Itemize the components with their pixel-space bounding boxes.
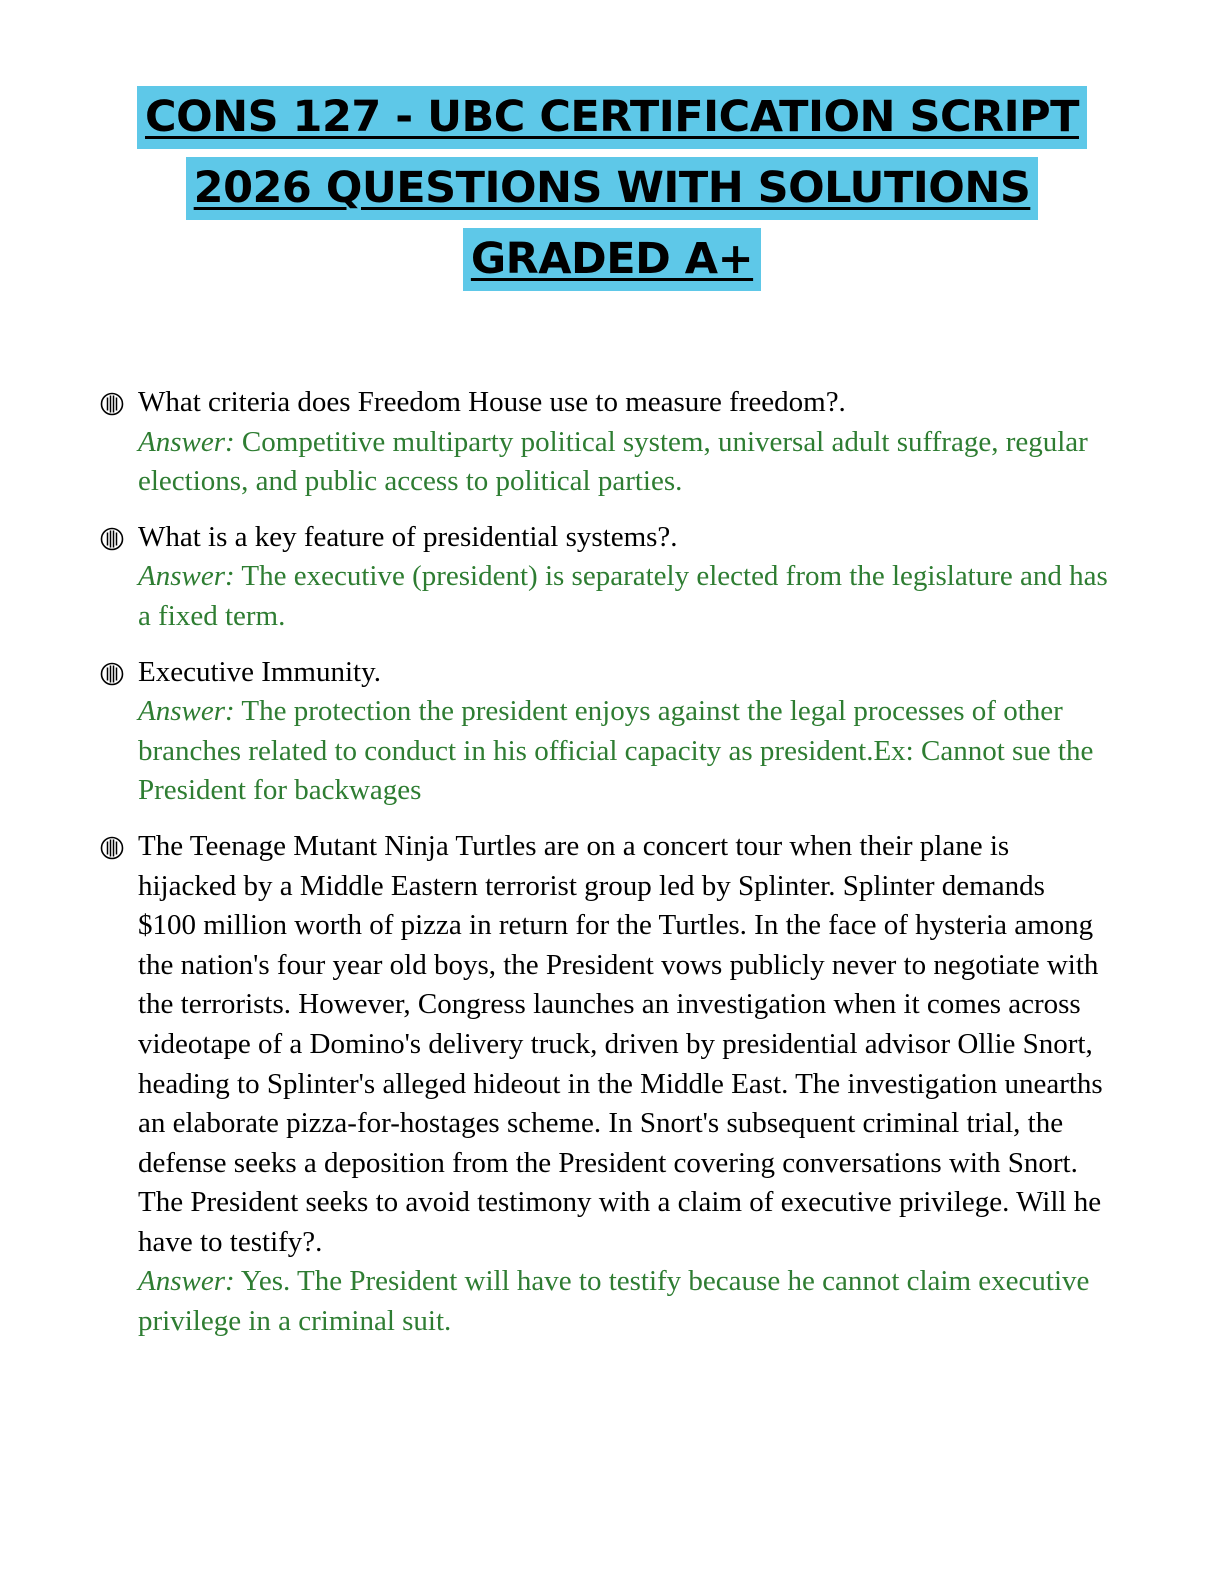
circled-vertical-bars-icon [100,662,124,686]
answer-text [138,423,1110,502]
qa-list [100,383,1110,1358]
answer-text [138,557,1110,636]
question-text: The Teenage Mutant Ninja Turtles are on a concert tour when their plane is hijacked by a Middle Eastern terrorist group led by Splinter. Splinter demands $100 million worth of pizza in return for the Turtles. In the face of hysteria among the nation's four year old boys, the President vows publicly never to negotiate with the terrorists. However, Congress launches an investigation when it comes across videotape of a Domino's delivery truck, driven by presidential advisor Ollie Snort, heading to Splinter's alleged hideout in the Middle East. The investigation unearths an elaborate pizza-for-hostages scheme. In Snort's subsequent criminal trial, the defense seeks a deposition from the President covering conversations with Snort. The President seeks to avoid testimony with a claim of executive privilege. Will he have to testify?. [138,829,1103,1258]
answer-body: Competitive multiparty political system, universal adult suffrage, regular elections, and public access to political parties. [138,425,1088,498]
answer-label: Answer: [138,1265,235,1298]
circled-vertical-bars-icon [100,392,124,416]
answer-body: The protection the president enjoys against the legal processes of other branches related to conduct in his official capacity as president.Ex: Cannot sue the President for backwages [138,695,1094,807]
question-text: Executive Immunity. [138,655,381,688]
qa-item [100,653,1110,811]
qa-item [100,518,1110,637]
answer-label: Answer: [138,560,235,593]
qa-item [100,383,1110,502]
circled-vertical-bars-icon [100,836,124,860]
answer-body: The executive (president) is separately elected from the legislature and has a fixed term. [138,560,1108,632]
answer-text [138,1262,1110,1341]
answer-label: Answer: [138,695,235,728]
answer-label: Answer: [138,425,235,458]
document-title [0,86,1224,299]
question-text: What criteria does Freedom House use to measure freedom?. [138,386,846,418]
title-line-3: GRADED A+ [0,228,1224,291]
answer-text [138,692,1110,811]
title-line-1: CONS 127 - UBC CERTIFICATION SCRIPT [0,86,1224,149]
qa-item [100,827,1110,1342]
answer-body: Yes. The President will have to testify because he cannot claim executive privilege in a criminal suit. [138,1265,1090,1338]
question-text: What is a key feature of presidential systems?. [138,520,678,553]
circled-vertical-bars-icon [100,527,124,551]
title-line-2: 2026 QUESTIONS WITH SOLUTIONS [0,157,1224,220]
